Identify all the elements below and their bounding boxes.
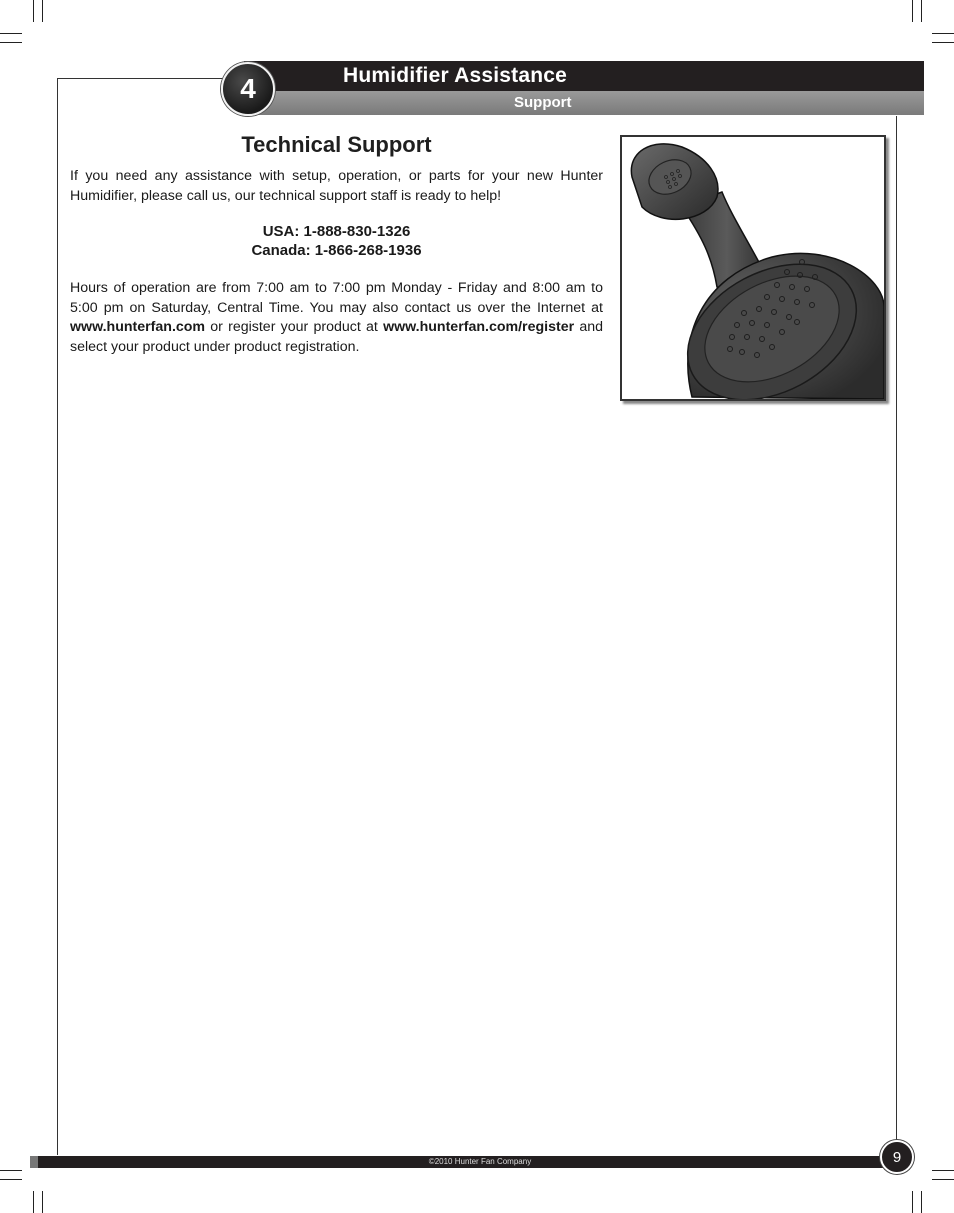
telephone-handset-icon: [622, 137, 884, 399]
page-frame-top: [57, 78, 237, 79]
website-link[interactable]: www.hunterfan.com: [70, 319, 206, 335]
phone-numbers: [70, 222, 603, 260]
page-frame-left: [57, 78, 58, 1155]
footer-copyright: ©2010 Hunter Fan Company: [428, 1157, 532, 1166]
page-frame-right: [896, 116, 897, 1151]
telephone-illustration: [620, 135, 886, 401]
hours-paragraph: [70, 279, 603, 357]
footer-notch: [30, 1156, 38, 1168]
section-number-badge: 4: [221, 62, 275, 116]
hours-text-2: or register your product at: [205, 319, 384, 335]
hours-text-1: Hours of operation are from 7:00 am to 7:00 pm Monday - Friday and 8:00 am to 5:00 pm on Saturday, Central Time. You may also contact us over the Internet at: [70, 280, 603, 316]
register-link[interactable]: www.hunterfan.com/register: [383, 319, 575, 335]
phone-usa: USA: 1-888-830-1326: [262, 223, 411, 240]
intro-paragraph: If you need any assistance with setup, operation, or parts for your new Hunter Humidifier, please call us, our technical support staff is ready to help!: [70, 168, 603, 204]
phone-canada: Canada: 1-866-268-1936: [251, 242, 422, 259]
section-heading: Technical Support: [241, 132, 432, 157]
page-number: 9: [880, 1140, 914, 1174]
page-title: Humidifier Assistance: [343, 64, 567, 87]
hours-text-3: and select your product under product registration.: [70, 319, 603, 355]
subheader-bar: [256, 91, 924, 115]
page-subtitle: Support: [514, 94, 572, 111]
